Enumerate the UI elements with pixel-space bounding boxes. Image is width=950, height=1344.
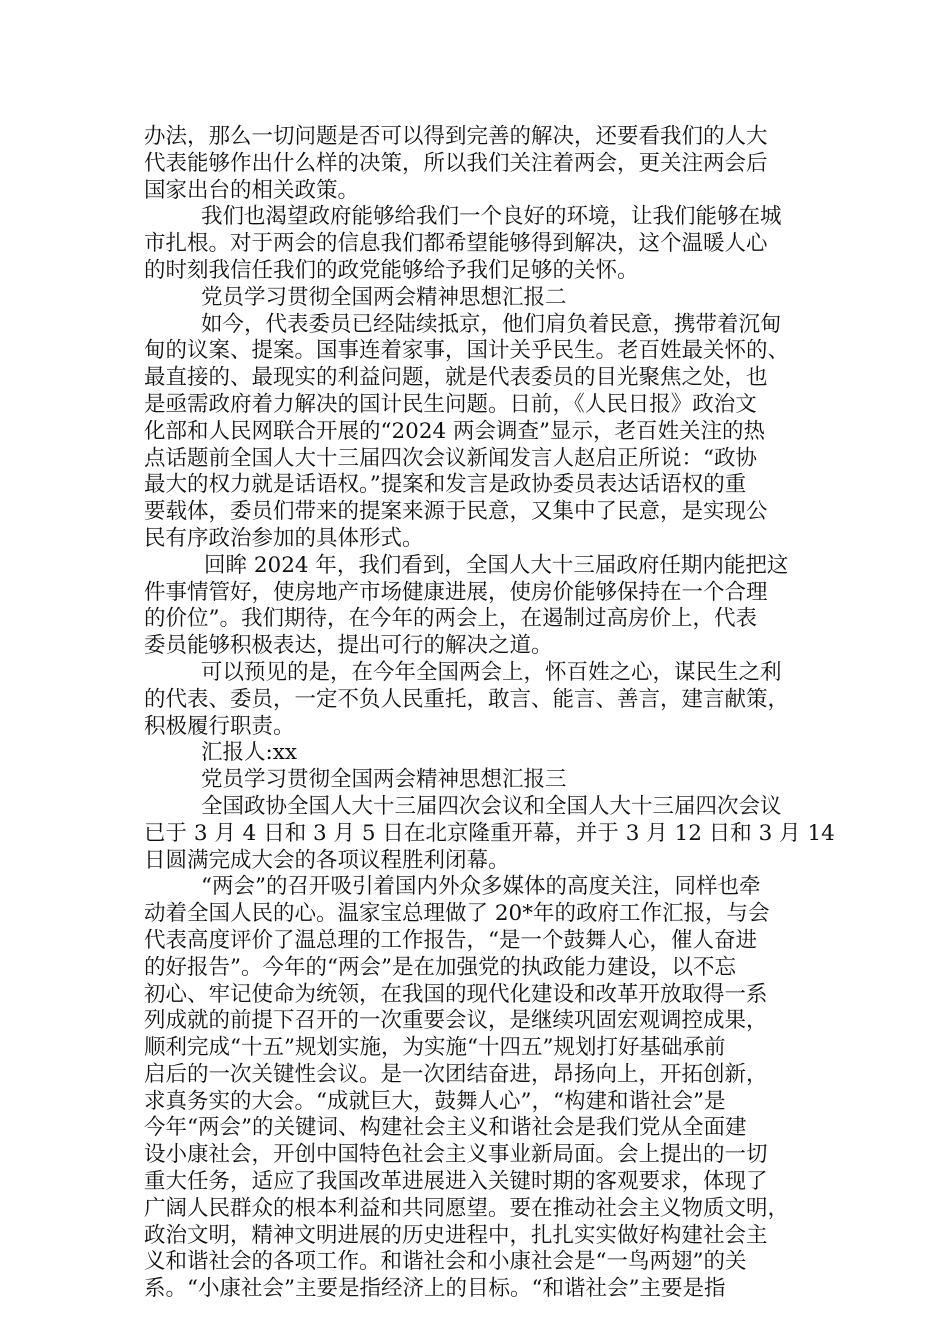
text-line: 代表能够作出什么样的决策，所以我们关注着两会，更关注两会后 [144,150,768,176]
text-line: 日圆满完成大会的各项议程胜利闭幕。 [144,847,510,873]
text-line: 政治文明，精神文明进展的历史进程中，扎扎实实做好构建社会主 [144,1222,768,1248]
text-line: 今年“两会”的关键词、构建社会主义和谐社会是我们党从全面建 [144,1115,747,1141]
text-line: “两会”的召开吸引着国内外众多媒体的高度关注，同样也牵 [201,874,761,900]
text-line: 是亟需政府着力解决的国计民生问题。日前，《人民日报》政治文 [144,391,757,417]
text-line: 义和谐社会的各项工作。和谐社会和小康社会是“一鸟两翅”的关 [144,1249,747,1275]
text-line: 列成就的前提下召开的一次重要会议，是继续巩固宏观调控成果， [144,1008,768,1034]
text-line: 回眸 2024 年，我们看到，全国人大十三届政府任期内能把这 [204,552,789,578]
text-line: 全国政协全国人大十三届四次会议和全国人大十三届四次会议 [201,793,782,819]
reporter-line: 汇报人:xx [201,740,297,766]
text-line: 委员能够积极表达，提出可行的解决之道。 [144,633,553,659]
text-line: 件事情管好，使房地产市场健康进展，使房价能够保持在一个合理 [144,579,768,605]
text-line: 要载体，委员们带来的提案来源于民意，又集中了民意，是实现公 [144,499,768,525]
text-line: 积极履行职责。 [144,713,295,739]
text-line: 设小康社会，开创中国特色社会主义事业新局面。会上提出的一切 [144,1142,768,1168]
text-line: 最大的权力就是话语权。”提案和发言是政协委员表达话语权的重 [144,472,747,498]
text-line: 系。“小康社会”主要是指经济上的目标。“和谐社会”主要是指 [144,1276,726,1302]
text-line: 的时刻我信任我们的政党能够给予我们足够的关怀。 [144,257,639,283]
text-line: 可以预见的是，在今年全国两会上，怀百姓之心，谋民生之利 [201,659,782,685]
document-body [144,124,835,1303]
text-line: 化部和人民网联合开展的“2024 两会调查”显示，老百姓关注的热 [144,418,766,444]
text-line: 初心、牢记使命为统领，在我国的现代化建设和改革开放取得一系 [144,981,768,1007]
text-line: 最直接的、最现实的利益问题，就是代表委员的目光聚焦之处，也 [144,365,768,391]
text-line: 民有序政治参加的具体形式。 [144,525,424,551]
text-line: 点话题前全国人大十三届四次会议新闻发言人赵启正所说：“政协 [144,445,757,471]
text-line: 重大任务，适应了我国改革进展进入关键时期的客观要求，体现了 [144,1169,768,1195]
text-line: 国家出台的相关政策。 [144,177,360,203]
text-line: 的好报告”。今年的“两会”是在加强党的执政能力建设，以不忘 [144,954,736,980]
text-line: 市扎根。对于两会的信息我们都希望能够得到解决，这个温暖人心 [144,231,768,257]
text-line: 顺利完成“十五”规划实施，为实施“十四五”规划打好基础承前 [144,1035,726,1061]
text-line: 办法，那么一切问题是否可以得到完善的解决，还要看我们的人大 [144,124,768,149]
text-line: 启后的一次关键性会议。是一次团结奋进，昂扬向上，开拓创新， [144,1061,768,1087]
text-line: 已于 3 月 4 日和 3 月 5 日在北京隆重开幕，并于 3 月 12 日和 3 月 14 [144,820,835,846]
text-line: 代表高度评价了温总理的工作报告，“是一个鼓舞人心，催人奋进 [144,927,757,953]
text-line: 的代表、委员，一定不负人民重托，敢言、能言、善言，建言献策， [144,686,790,712]
text-line: 甸的议案、提案。国事连着家事，国计关乎民生。老百姓最关怀的、 [144,338,790,364]
text-line: 的价位”。我们期待，在今年的两会上，在遏制过高房价上，代表 [144,606,757,632]
text-line: 如今，代表委员已经陆续抵京，他们肩负着民意，携带着沉甸 [201,311,782,337]
text-line: 求真务实的大会。“成就巨大，鼓舞人心”，“构建和谐社会”是 [144,1088,726,1114]
section-heading: 党员学习贯彻全国两会精神思想汇报三 [201,767,567,793]
text-line: 动着全国人民的心。温家宝总理做了 20*年的政府工作汇报，与会 [144,901,770,927]
text-line: 我们也渴望政府能够给我们一个良好的环境，让我们能够在城 [201,204,782,230]
text-line: 广阔人民群众的根本利益和共同愿望。要在推动社会主义物质文明， [144,1195,790,1221]
section-heading: 党员学习贯彻全国两会精神思想汇报二 [201,284,567,310]
